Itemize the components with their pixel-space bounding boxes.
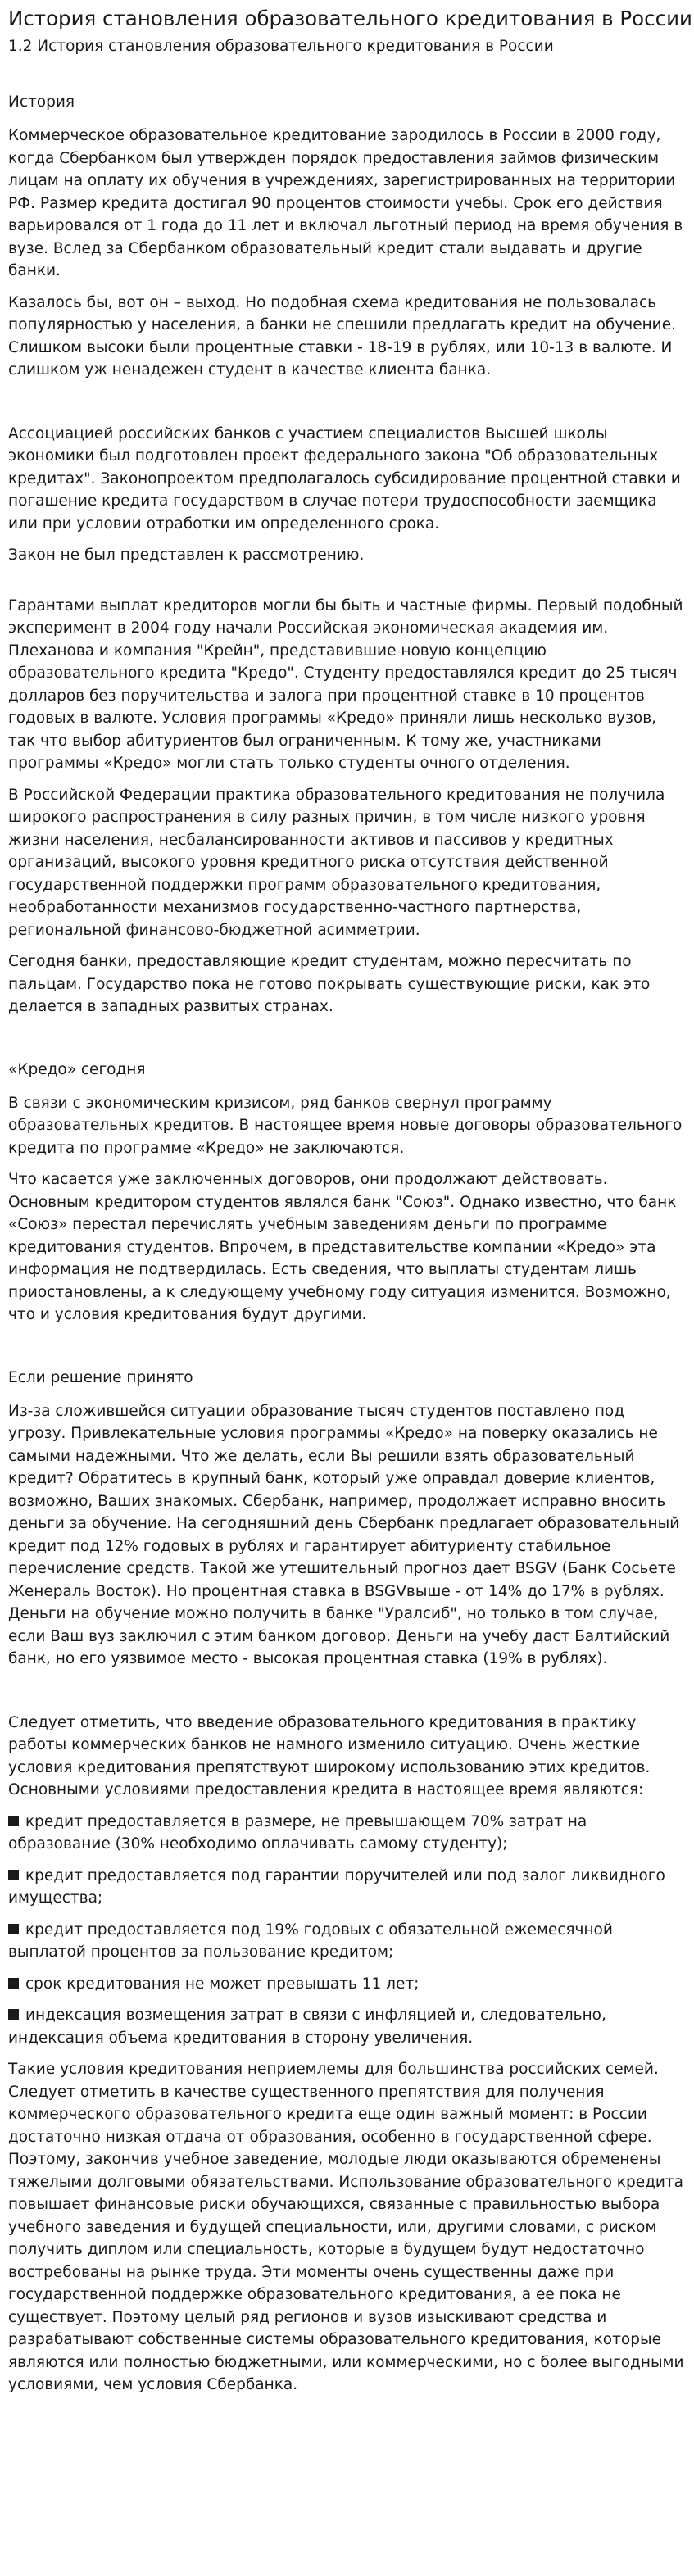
kredo-heading: «Кредо» сегодня: [8, 1060, 146, 1078]
conditions-paragraph-2: Такие условия кредитования неприемлемы для большинства российских семей. Следует отметить в качестве существенного препятствия для получения коммерческого образовательного кредита еще один важный момент: в России достаточно низкая отдача от образования, особенно в государственной сфере. Поэтому, закончив учебное заведение, молодые люди оказываются обременены тяжелыми долговыми обязательствами. Использование образовательного кредита повышает финансовые риски обучающихся, связанные с правильностью выбора учебного заведения и будущей специальности, или, другими словами, с риском получить диплом или специальность, которые в будущем будут недостаточно востребованы на рынке труда. Эти моменты очень существенны даже при государственной поддержке образовательного кредитования, а ее пока не существует. Поэтому целый ряд регионов и вузов изыскивают средства и разрабатывают собственные системы образовательного кредитования, которые являются или полностью бюджетными, или коммерческими, но с более выгодными условиями, чем условия Сбербанка.: [8, 2061, 684, 2393]
square-bullet-icon: [8, 1978, 19, 1989]
conditions-paragraph-1: Следует отметить, что введение образовательного кредитования в практику работы коммерческих банков не намного изменило ситуацию. Очень жесткие условия кредитования препятствуют широкому использованию этих кредитов. Основными условиями предоставления кредита в настоящее время являются:: [8, 1713, 651, 1798]
page-title: История становления образовательного кредитования в России: [8, 7, 692, 30]
square-bullet-icon: [8, 1870, 19, 1880]
history-paragraph-2: Казалось бы, вот он – выход. Но подобная схема кредитования не пользовалась популярностью у населения, а банки не спешили предлагать кредит на обучение. Слишком высоки были процентные ставки - 18-19 в рублях, или 10-13 в валюте. И слишком уж ненадежен студент в качестве клиента банка.: [8, 293, 676, 379]
history-heading: История: [8, 93, 75, 111]
history-paragraph-5: Гарантами выплат кредиторов могли бы быть и частные фирмы. Первый подобный эксперимент в 2004 году начали Российская экономическая академия им. Плеханова и компания "Крейн", представившие новую концепцию образовательного кредита "Кредо". Студенту предоставлялся кредит до 25 тысяч долларов без поручительства и залога при процентной ставке в 10 процентов годовых в валюте. Условия программы «Кредо» приняли лишь несколько вузов, так что выбор абитуриентов был ограниченным. К тому же, участниками программы «Кредо» могли стать только студенты очного отделения.: [8, 596, 683, 772]
square-bullet-icon: [8, 1924, 19, 1934]
list-item: [8, 1811, 686, 1856]
list-item: [8, 2004, 686, 2049]
history-paragraph-7: Сегодня банки, предоставляющие кредит студентам, можно пересчитать по пальцам. Государство пока не готово покрывать существующие риски, как это делается в западных развитых странах.: [8, 953, 651, 1015]
history-paragraph-1: Коммерческое образовательное кредитование зародилось в России в 2000 году, когда Сбербанком был утвержден порядок предоставления займов физическим лицам на оплату их обучения в учреждениях, зарегистрированных на территории РФ. Размер кредита достигал 90 процентов стоимости учебы. Срок его действия варьировался от 1 года до 11 лет и включал льготный период на время обучения в вузе. Вслед за Сбербанком образовательный кредит стали выдавать и другие банки.: [8, 127, 683, 279]
kredo-paragraph-2: Что касается уже заключенных договоров, они продолжают действовать. Основным кредитором студентов являлся банк "Союз". Однако известно, что банк «Союз» перестал перечислять учебным заведениям деньги по программе кредитования студентов. Впрочем, в представительстве компании «Кредо» эта информация не подтвердилась. Есть сведения, что выплаты студентам лишь приостановлены, а к следующему учебному году ситуация изменится. Возможно, что и условия кредитования будут другими.: [8, 1171, 677, 1323]
list-item: [8, 1865, 686, 1910]
history-paragraph-3: Ассоциацией российских банков с участием специалистов Высшей школы экономики был подготовлен проект федерального закона "Об образовательных кредитах". Законопроектом предполагалось субсидирование процентной ставки и погашение кредита государством в случае потери трудоспособности заемщика или при условии отработки им определенного срока.: [8, 424, 681, 533]
list-item: [8, 1919, 686, 1964]
list-item-text: кредит предоставляется под гарантии поручителей или под залог ликвидного имущества;: [8, 1866, 665, 1907]
list-item: [8, 1973, 686, 1996]
list-item-text: кредит предоставляется под 19% годовых с обязательной ежемесячной выплатой процентов за пользование кредитом;: [8, 1921, 613, 1961]
list-item-text: срок кредитования не может превышать 11 лет;: [25, 1975, 420, 1993]
square-bullet-icon: [8, 2009, 19, 2020]
list-item-text: индексация возмещения затрат в связи с инфляцией и, следовательно, индексация объема кредитования в сторону увеличения.: [8, 2007, 606, 2047]
list-item-text: кредит предоставляется в размере, не превышающем 70% затрат на образование (30% необходимо оплачивать самому студенту);: [8, 1812, 587, 1853]
history-paragraph-6: В Российской Федерации практика образовательного кредитования не получила широкого распространения в силу разных причин, в том числе низкого уровня жизни населения, несбалансированности активов и пассивов у кредитных организаций, высокого уровня кредитного риска отсутствия действенной государственной поддержки программ образовательного кредитования, необработанности механизмов государственно-частного партнерства, региональной финансово-бюджетной асимметрии.: [8, 786, 665, 939]
history-paragraph-4: Закон не был представлен к рассмотрению.: [8, 546, 365, 564]
section-subtitle: 1.2 История становления образовательного кредитования в России: [8, 38, 554, 55]
kredo-paragraph-1: В связи с экономическим кризисом, ряд банков свернул программу образовательных кредитов. В настоящее время новые договоры образовательного кредита по программе «Кредо» не заключаются.: [8, 1094, 683, 1157]
decision-paragraph-1: Из-за сложившейся ситуации образование тысяч студентов поставлено под угрозу. Привлекательные условия программы «Кредо» на поверку оказались не самыми надежными. Что же делать, если Вы решили взять образовательный кредит? Обратитесь в крупный банк, который уже оправдал доверие клиентов, возможно, Ваших знакомых. Сбербанк, например, продолжает исправно вносить деньги за обучение. На сегодняшний день Сбербанк предлагает образовательный кредит под 12% годовых в рублях и гарантирует абитуриенту стабильное перечисление средств. Такой же утешительный прогноз дает BSGV (Банк Сосьете Женераль Восток). Но процентная ставка в BSGVвыше - от 14% до 17% в рублях. Деньги на обучение можно получить в банке "Уралсиб", но только в том случае, если Ваш вуз заключил с этим банком договор. Деньги на учебу даст Балтийский банк, но его уязвимое место - высокая процентная ставка (19% в рублях).: [8, 1402, 680, 1667]
square-bullet-icon: [8, 1816, 19, 1826]
decision-heading: Если решение принято: [8, 1368, 193, 1386]
